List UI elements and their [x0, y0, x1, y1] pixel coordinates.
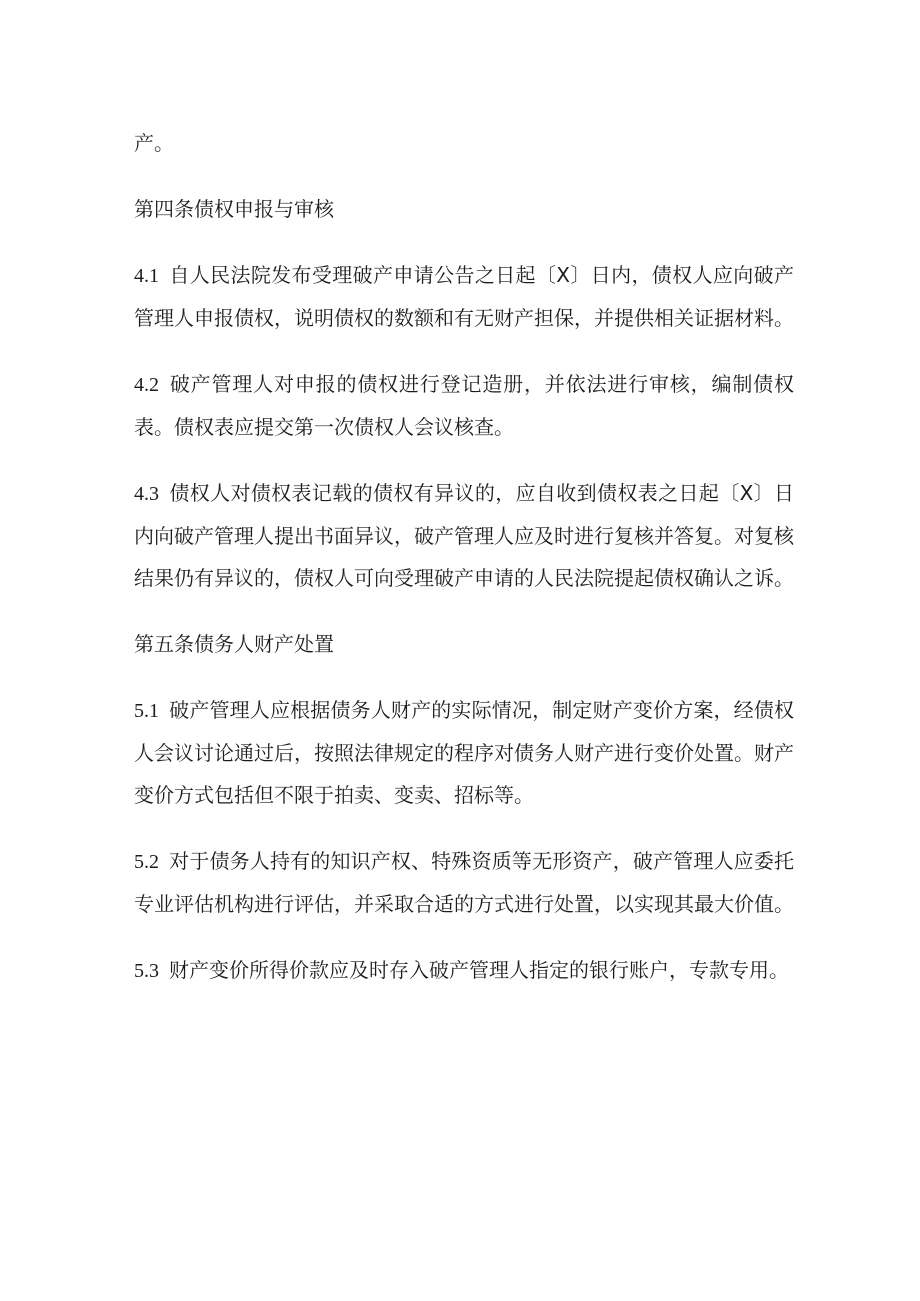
- clause-5-3: [134, 949, 794, 992]
- clause-text: 自人民法院发布受理破产申请公告之日起〔X〕日内，债权人应向破产管理人申报债权，说明债权的数额和有无财产担保，并提供相关证据材料。: [134, 263, 794, 330]
- clause-number: 5.3: [134, 960, 159, 982]
- clause-5-1: [134, 689, 794, 816]
- clause-text: 破产管理人应根据债务人财产的实际情况，制定财产变价方案，经债权人会议讨论通过后，按照法律规定的程序对债务人财产进行变价处置。财产变价方式包括但不限于拍卖、变卖、招标等。: [134, 698, 794, 807]
- clause-number: 4.1: [134, 265, 159, 287]
- clause-number: 5.1: [134, 700, 159, 722]
- paragraph-fragment: 产。: [134, 131, 174, 155]
- clause-text: 债权人对债权表记载的债权有异议的，应自收到债权表之日起〔X〕日内向破产管理人提出书面异议，破产管理人应及时进行复核并答复。对复核结果仍有异议的，债权人可向受理破产申请的人民法院提起债权确认之诉。: [134, 481, 794, 590]
- clause-4-1: [134, 254, 794, 339]
- clause-4-2: [134, 363, 794, 448]
- clause-text: 破产管理人对申报的债权进行登记造册，并依法进行审核，编制债权表。债权表应提交第一次债权人会议核查。: [134, 372, 794, 439]
- clause-number: 4.3: [134, 483, 159, 505]
- clause-number: 4.2: [134, 374, 159, 396]
- section-heading-5: 第五条债务人财产处置: [134, 632, 334, 656]
- section-heading-4: 第四条债权申报与审核: [134, 197, 334, 221]
- document-body: [134, 122, 794, 1016]
- clause-4-3: [134, 472, 794, 599]
- clause-text: 财产变价所得价款应及时存入破产管理人指定的银行账户，专款专用。: [169, 958, 789, 982]
- clause-text: 对于债务人持有的知识产权、特殊资质等无形资产，破产管理人应委托专业评估机构进行评估，并采取合适的方式进行处置，以实现其最大价值。: [134, 849, 794, 916]
- clause-5-2: [134, 840, 794, 925]
- clause-number: 5.2: [134, 851, 159, 873]
